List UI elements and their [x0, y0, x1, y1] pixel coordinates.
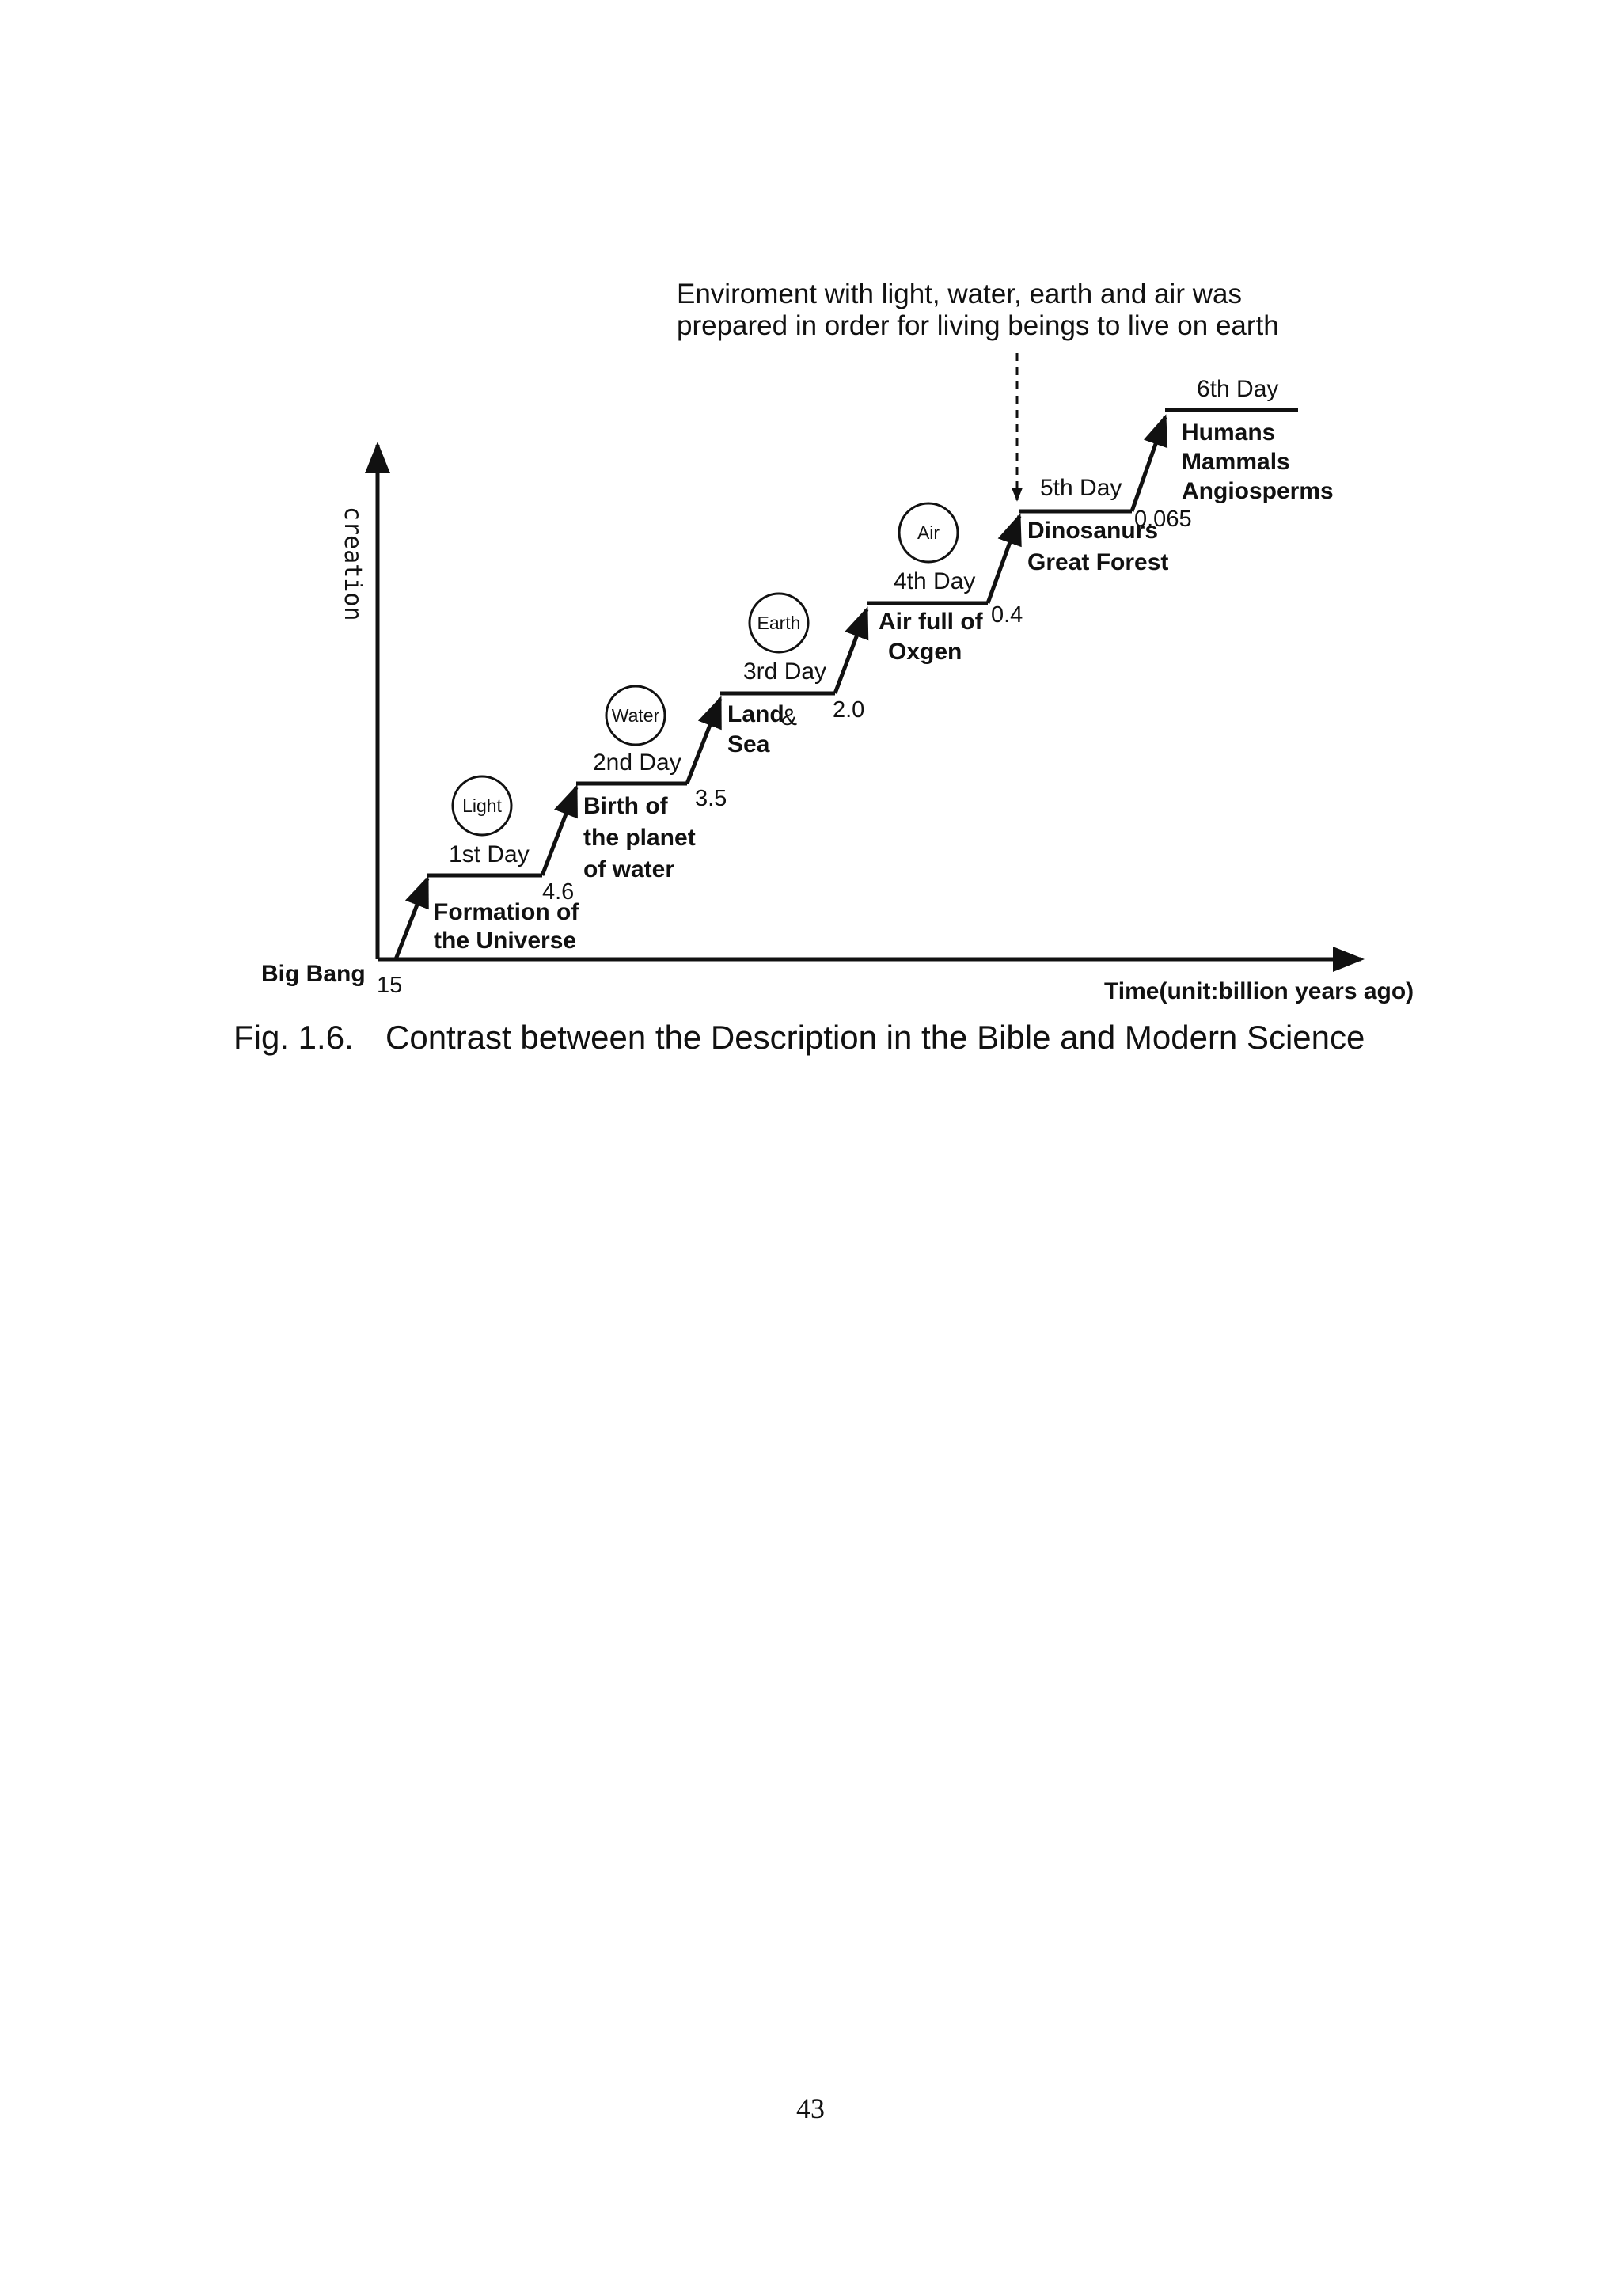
day-3-element: Earth [757, 613, 801, 633]
origin-value: 15 [377, 973, 403, 998]
day-4-desc-2: Oxgen [888, 639, 962, 665]
day-1-group [434, 776, 579, 954]
day-6-desc-1: Humans [1182, 419, 1276, 446]
day-1-end-value: 4.6 [542, 879, 575, 905]
rise-6 [1132, 417, 1165, 511]
day-4-desc-1: Air full of [879, 609, 983, 635]
day-1-desc-1: Formation of [434, 899, 579, 925]
day-2-desc-3: of water [583, 856, 675, 882]
day-3-end-value: 2.0 [833, 697, 865, 723]
day-4-end-value: 0.4 [991, 602, 1023, 628]
day-1-name: 1st Day [449, 841, 530, 867]
rise-4 [835, 609, 867, 693]
big-bang-label: Big Bang [261, 961, 366, 987]
day-6-desc-3: Angiosperms [1182, 478, 1334, 504]
rise-5 [988, 516, 1019, 603]
day-3-desc-3: Sea [727, 731, 770, 757]
rise-1 [396, 879, 427, 959]
figure-caption: Contrast between the Description in the Bible and Modern Science [385, 1019, 1365, 1056]
y-axis-label: creation [339, 507, 366, 621]
figure-number: Fig. 1.6. [233, 1019, 354, 1056]
day-3-name: 3rd Day [743, 658, 827, 685]
day-1-desc-2: the Universe [434, 928, 577, 954]
day-2-desc-2: the planet [583, 825, 696, 851]
staircase [396, 410, 1298, 959]
day-1-element: Light [462, 795, 502, 816]
day-3-desc-1: Land [727, 701, 784, 727]
page-number: 43 [796, 2093, 825, 2124]
day-4-element: Air [917, 522, 940, 543]
day-6-group [1182, 376, 1334, 504]
day-5-group [1027, 475, 1192, 575]
day-3-group [727, 594, 864, 757]
annotation-line-1: Enviroment with light, water, earth and air was [677, 279, 1242, 309]
day-5-name: 5th Day [1040, 475, 1122, 501]
rise-2 [542, 787, 576, 875]
day-5-end-value: 0.065 [1134, 507, 1192, 532]
day-6-name: 6th Day [1197, 376, 1279, 402]
day-2-desc-1: Birth of [583, 793, 668, 819]
day-6-desc-2: Mammals [1182, 449, 1290, 475]
x-axis-label: Time(unit:billion years ago) [1104, 978, 1414, 1004]
annotation-line-2: prepared in order for living beings to live on earth [677, 310, 1279, 341]
day-2-name: 2nd Day [593, 750, 681, 776]
rise-3 [687, 699, 720, 784]
day-4-name: 4th Day [894, 568, 976, 594]
day-3-desc-2: & [781, 704, 798, 731]
day-4-group [879, 503, 1023, 665]
day-5-desc-1: Dinosanurs [1027, 518, 1159, 544]
day-5-desc-2: Great Forest [1027, 549, 1169, 575]
day-2-element: Water [611, 705, 660, 726]
day-2-end-value: 3.5 [695, 786, 727, 811]
